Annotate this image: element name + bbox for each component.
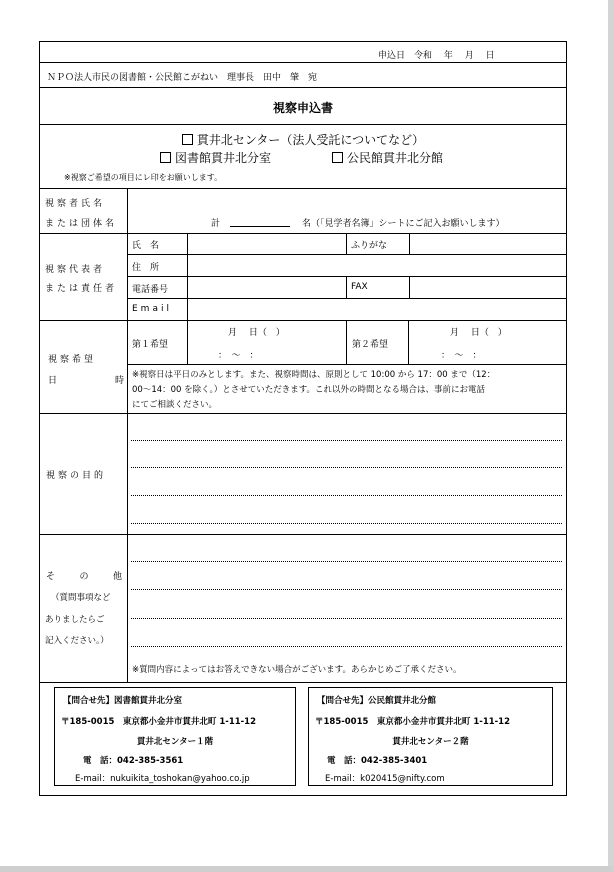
schedule-label-line1: 視察希望 [48,355,97,365]
checkbox-kominkan-label: 公民館貫井北分館 [347,151,444,165]
purpose-writing-line[interactable] [131,523,562,524]
email-field[interactable] [188,299,565,319]
application-date-line: 申込日 令和 年 月 日 [378,51,495,61]
page-shadow-right [608,0,613,872]
checkbox-square-icon[interactable] [332,152,343,163]
schedule-label-line2: 日 時 [48,376,124,386]
rule [346,320,347,364]
rule [40,534,566,535]
contact-building: 貫井北センター２階 [392,737,469,747]
choice2-label: 第２希望 [352,340,389,350]
furigana-field[interactable] [410,234,565,253]
purpose-writing-line[interactable] [131,440,562,441]
checkbox-kominkan[interactable] [332,149,443,166]
rule [127,364,566,365]
fax-label: FAX [351,282,368,292]
other-label-line1: そ の 他 [46,572,122,582]
representative-label-line2: または責任者 [45,284,118,294]
rule [40,62,566,63]
visitor-count-suffix: 名（「見学者名簿」シートにご記入お願いします） [302,219,505,229]
fax-field[interactable] [410,277,565,297]
contact-phone: 電 話：042-385-3561 [83,756,184,766]
other-label-line4: 記入ください。） [45,636,109,646]
checkbox-square-icon[interactable] [182,134,193,145]
checkbox-center[interactable] [40,131,566,148]
other-note: ※質問内容によってはお答えできない場合がございます。あらかじめご了承ください。 [132,665,462,675]
other-writing-line[interactable] [131,561,562,562]
visitor-count-input[interactable] [230,226,290,227]
purpose-writing-line[interactable] [131,495,562,496]
rule [408,320,409,364]
rule [346,276,347,298]
furigana-label: ふりがな [351,241,388,251]
phone-field[interactable] [188,277,345,297]
contact-title: 【問合せ先】公民館貫井北分館 [317,696,437,706]
choice2-date[interactable]: 月 日（ ） [450,328,507,338]
other-writing-line[interactable] [131,646,562,647]
application-form [39,41,567,796]
other-label-line2: （質問事項など [51,593,111,603]
visitor-label-line1: 視察者氏名 [45,199,106,209]
schedule-note-line1: ※視察日は平日のみとします。また、視察時間は、原則として 10:00 から 17：00 まで（12： [132,370,496,380]
choice1-label: 第１希望 [132,340,169,350]
representative-label-line1: 視察代表者 [45,265,106,275]
choice1-time[interactable]: ： ～ ： [218,351,259,361]
phone-label: 電話番号 [132,285,169,295]
page-shadow-bottom [0,866,613,872]
rule [40,124,566,125]
rule [127,188,128,682]
contact-address: 〒185-0015 東京都小金井市貫井北町 1-11-12 [315,717,511,727]
schedule-note-line2: 00～14：00 を除く。）とさせていただきます。これ以外の時間となる場合は、事前にお電話 [132,385,486,395]
purpose-writing-line[interactable] [131,467,562,468]
contact-building: 貫井北センター１階 [136,737,214,747]
rule [346,233,347,254]
page-title: 視察申込書 [272,101,333,115]
contact-address: 〒185-0015 東京都小金井市貫井北町 1-11-12 [61,717,257,727]
name-field[interactable] [188,234,345,253]
contact-email[interactable]: E-mail：nukuikita_toshokan@yahoo.co.jp [75,774,250,784]
rule [187,320,188,364]
rule [40,188,566,189]
address-label: 住 所 [132,263,160,273]
email-label: Email [132,304,172,314]
other-writing-line[interactable] [131,589,562,590]
choice2-time[interactable]: ： ～ ： [441,351,482,361]
rule [40,682,566,683]
checkbox-library[interactable] [160,149,271,166]
contact-phone: 電 話：042-385-3401 [327,756,428,766]
checkbox-note: ※視察ご希望の項目にレ印をお願いします。 [64,173,223,182]
rule [40,413,566,414]
rule [40,87,566,88]
contact-box-library [54,687,296,786]
choice1-date[interactable]: 月 日（ ） [228,328,285,338]
checkbox-square-icon[interactable] [160,152,171,163]
visitor-count-prefix: 計 [211,219,221,229]
addressee: ＮＰＯ法人市民の図書館・公民館こがねい 理事長 田中 肇 宛 [47,73,318,83]
checkbox-center-label: 貫井北センター（法人受託についてなど） [196,133,425,147]
rule [40,320,566,321]
checkbox-library-label: 図書館貫井北分室 [175,151,272,165]
purpose-label: 視察の目的 [46,471,107,481]
other-label-line3: ありましたらご [45,615,105,625]
schedule-note-line3: にてご相談ください。 [132,400,218,410]
visitor-label-line2: または団体名 [45,219,118,229]
address-field[interactable] [188,255,565,275]
contact-title: 【問合せ先】図書館貫井北分室 [63,696,183,706]
contact-box-kominkan [308,687,553,786]
contact-email[interactable]: E-mail：k020415@nifty.com [325,774,445,784]
other-writing-line[interactable] [131,618,562,619]
name-label: 氏 名 [132,241,160,251]
